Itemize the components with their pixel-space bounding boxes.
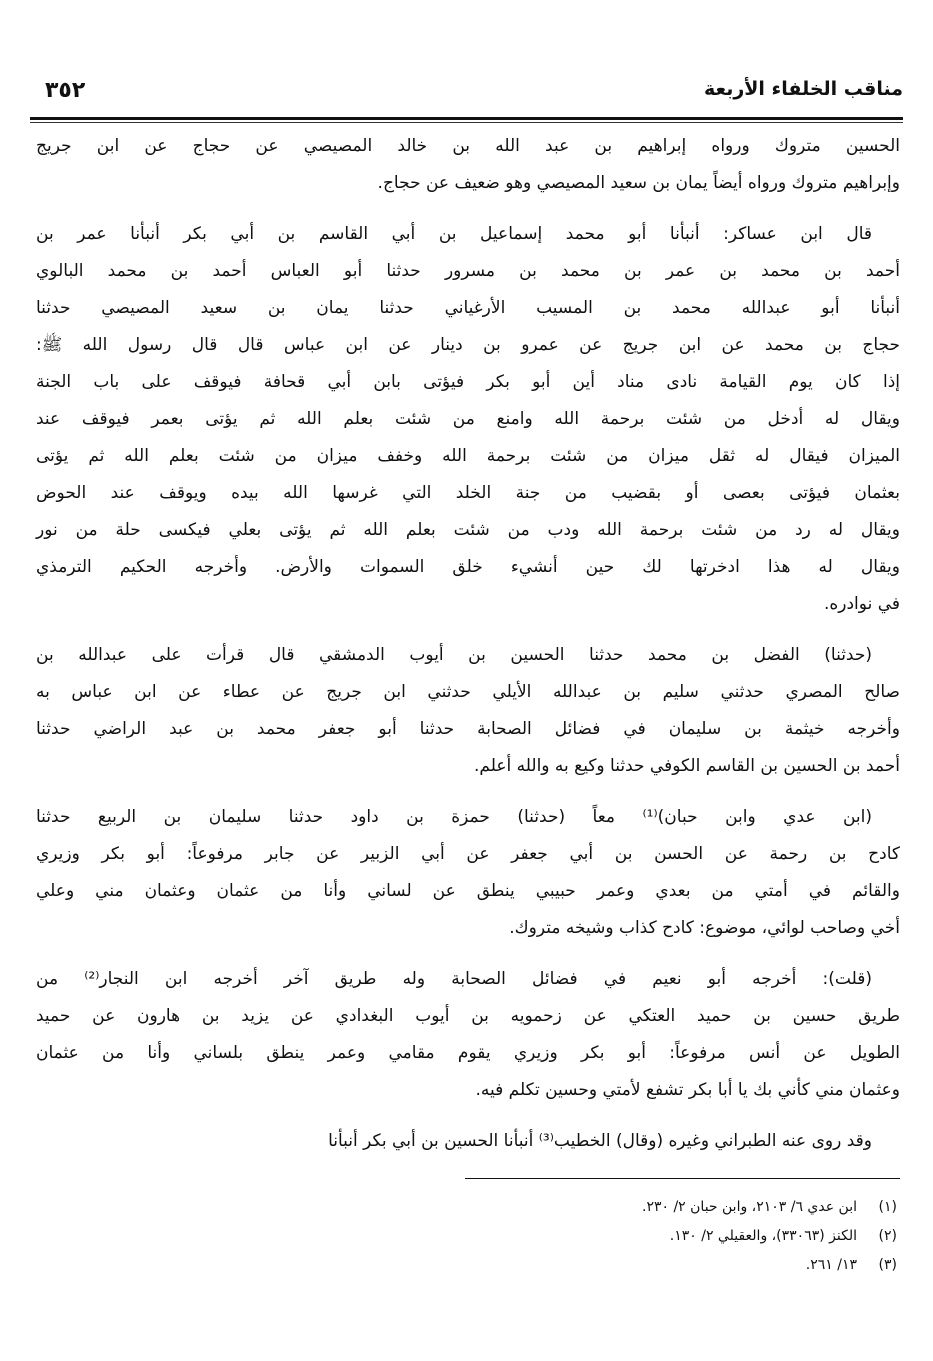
text-line: وقد روى عنه الطبراني وغيره (وقال) الخطيب⁽³⁾ أنبأنا الحسين بن أبي بكر أنبأنا [328, 1131, 872, 1151]
text-line: وأخرجه خيثمة بن سليمان في فضائل الصحابة حدثنا أبو جعفر محمد بن عبد الراضي حدثنا [36, 719, 900, 739]
footnotes [400, 1193, 897, 1280]
paragraph [36, 128, 900, 202]
text-line: الطويل عن أنس مرفوعاً: أبو بكر وزيري يقوم مقامي وعمر ينطق بلساني وأنا من عثمان [36, 1043, 900, 1063]
footnote-text: ١٣/ ٢٦١. [805, 1257, 857, 1273]
text-line: ويقال له هذا ادخرتها لك حين أنشيء خلق السموات والأرض. وأخرجه الحكيم الترمذي [36, 557, 900, 577]
paragraph [36, 637, 900, 785]
header-rule-thin [30, 122, 903, 123]
footnote [400, 1193, 897, 1222]
text-line: ويقال له رد من شئت برحمة الله ودب من شئت بعلم الله ثم يؤتى بعلي فيكسى حلة من نور [36, 520, 900, 540]
running-title: مناقب الخلفاء الأربعة [703, 78, 903, 100]
text-line: في نوادره. [823, 594, 900, 614]
footnote-text: ابن عدي ٦/ ٢١٠٣، وابن حبان ٢/ ٢٣٠. [641, 1199, 857, 1215]
footnote-number: (٢) [878, 1228, 897, 1244]
text-line: (ابن عدي وابن حبان)⁽¹⁾ معاً (حدثنا) حمزة بن داود حدثنا سليمان بن الربيع حدثنا [36, 807, 872, 827]
main-text [36, 128, 900, 1174]
text-line: الميزان فيقال له ثقل ميزان من شئت برحمة الله وخفف ميزان من شئت بعلم الله ثم يؤتى [36, 446, 900, 466]
text-line: وعثمان مني كأني بك يا أبا بكر تشفع لأمتي وحسين تكلم فيه. [475, 1080, 900, 1100]
text-line: أحمد بن محمد بن عمر بن محمد بن مسرور حدثنا أبو العباس أحمد بن محمد البالوي [36, 261, 900, 281]
text-line: حجاج بن محمد عن ابن جريج عن عمرو بن دينار عن ابن عباس قال قال رسول الله ﷺ: [36, 335, 900, 355]
text-line: بعثمان فيؤتى بعصى أو بقضيب من جنة الخلد التي غرسها الله بيده ويوقف عند الحوض [36, 483, 900, 503]
page-header [35, 78, 903, 112]
text-line: أخي وصاحب لوائي، موضوع: كادح كذاب وشيخه متروك. [509, 918, 900, 938]
footnote [400, 1251, 897, 1280]
text-line: ويقال له أدخل من شئت برحمة الله وامنع من شئت بعلم الله ثم يؤتى بعمر فيوقف عند [36, 409, 900, 429]
text-line: وإبراهيم متروك ورواه أيضاً يمان بن سعيد المصيصي وهو ضعيف عن حجاج. [377, 173, 900, 193]
text-line: أحمد بن الحسين بن القاسم الكوفي حدثنا وكيع به والله أعلم. [474, 756, 900, 776]
footnote-number: (٣) [878, 1257, 897, 1273]
footnote-number: (١) [878, 1199, 897, 1215]
text-line: والقائم في أمتي من بعدي وعمر حبيبي ينطق عن لساني وأنا من عثمان وعثمان مني وعلي [36, 881, 900, 901]
footnote-separator [465, 1178, 900, 1179]
text-line: (حدثنا) الفضل بن محمد حدثنا الحسين بن أيوب الدمشقي قال قرأت على عبدالله بن [36, 645, 872, 665]
text-line: إذا كان يوم القيامة نادى مناد أين أبو بكر فيؤتى بابن أبي قحافة فيوقف على باب الجنة [36, 372, 900, 392]
text-line: أنبأنا أبو عبدالله محمد بن المسيب الأرغياني حدثنا يمان بن سعيد المصيصي حدثنا [36, 298, 900, 318]
page-number: ٣٥٢ [45, 78, 86, 103]
footnote-text: الكنز (٣٣٠٦٣)، والعقيلي ٢/ ١٣٠. [669, 1228, 857, 1244]
text-line: كادح بن رحمة عن الحسن بن أبي جعفر عن أبي الزبير عن جابر مرفوعاً: أبو بكر وزيري [36, 844, 900, 864]
paragraph [36, 216, 900, 623]
text-line: طريق حسين بن حميد العتكي عن زحمويه بن أيوب البغدادي عن يزيد بن هارون عن حميد [36, 1006, 900, 1026]
text-line: قال ابن عساكر: أنبأنا أبو محمد إسماعيل بن أبي القاسم بن أبي بكر أنبأنا عمر بن [36, 224, 872, 244]
paragraph [36, 961, 900, 1109]
text-line: (قلت): أخرجه أبو نعيم في فضائل الصحابة وله طريق آخر أخرجه ابن النجار⁽²⁾ من [36, 969, 872, 989]
text-line: الحسين متروك ورواه إبراهيم بن عبد الله بن خالد المصيصي عن حجاج عن ابن جريج [36, 136, 900, 156]
paragraph [36, 1123, 900, 1160]
text-line: صالح المصري حدثني سليم بن عبدالله الأيلي حدثني ابن جريج عن عطاء عن ابن عباس به [36, 682, 900, 702]
header-rule [30, 117, 903, 120]
footnote [400, 1222, 897, 1251]
paragraph [36, 799, 900, 947]
